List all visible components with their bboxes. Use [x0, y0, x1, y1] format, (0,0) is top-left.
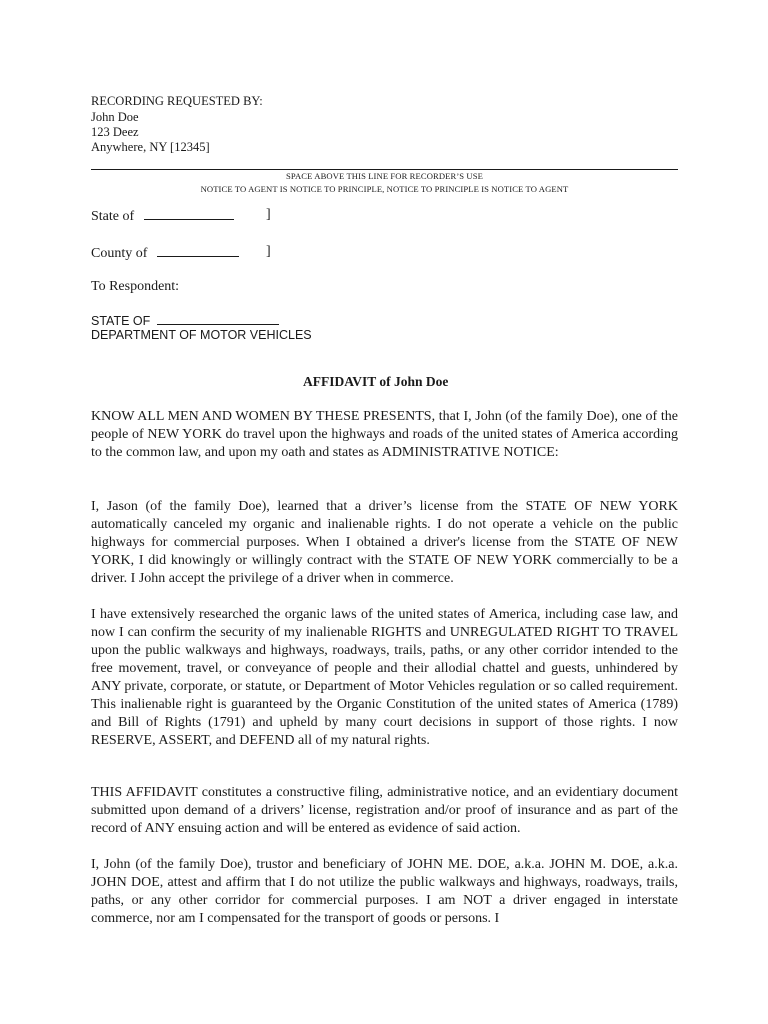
respondent-state-blank [157, 313, 279, 325]
recording-requested-label: RECORDING REQUESTED BY: [91, 94, 263, 108]
affidavit-title: AFFIDAVIT of John Doe [303, 374, 449, 389]
respondent-state-label: STATE OF [91, 314, 151, 328]
to-respondent: To Respondent: [91, 279, 180, 294]
state-of-label: State of [91, 209, 135, 224]
paragraph-organic-laws: I have extensively researched the organic laws of the united states of America, including case law, and now I can confirm the security of my inalienable RIGHTS and UNREGULATED RIGHT TO TRAVEL upon the public walkways and highways, roadways, trails, paths, or any other corridor intended to the free movement, travel, or conveyance of people and their allodial chattel and guests, unhindered by ANY private, corporate, or statute, or Department of Motor Vehicles regulation or so called requirement. This inalienable right is guaranteed by the Organic Constitution of the united states of America (1789) and Bill of Rights (1791) and upheld by many court decisions in support of those rights. I now RESERVE, ASSERT, and DEFEND all of my natural rights. [91, 607, 678, 748]
county-of-line [91, 244, 239, 262]
state-blank [144, 207, 234, 220]
respondent-department: DEPARTMENT OF MOTOR VEHICLES [91, 328, 312, 342]
requester-street: 123 Deez [91, 125, 139, 139]
requester-name: John Doe [91, 110, 139, 124]
county-of-label: County of [91, 246, 148, 261]
paragraph-know-all-men: KNOW ALL MEN AND WOMEN BY THESE PRESENTS, that I, John (of the family Doe), one of the people of NEW YORK do travel upon the highways and roads of the united states of America according to the common law, and upon my oath and states as ADMINISTRATIVE NOTICE: [91, 409, 678, 460]
county-blank [157, 244, 239, 257]
agent-notice: NOTICE TO AGENT IS NOTICE TO PRINCIPLE, NOTICE TO PRINCIPLE IS NOTICE TO AGENT [200, 184, 569, 194]
recorder-space-note: SPACE ABOVE THIS LINE FOR RECORDER’S USE [286, 171, 483, 181]
respondent-state-line [91, 313, 279, 328]
county-bracket: ] [266, 244, 271, 259]
requester-city: Anywhere, NY [12345] [91, 140, 210, 154]
recorder-divider [91, 169, 678, 170]
paragraph-constructive-filing: THIS AFFIDAVIT constitutes a constructive filing, administrative notice, and an evidentiary document submitted upon demand of a drivers’ license, registration and/or proof of insurance and as part of the record of ANY ensuing action and will be entered as evidence of said action. [91, 785, 678, 836]
state-of-line [91, 207, 234, 225]
state-bracket: ] [266, 207, 271, 222]
paragraph-drivers-license: I, Jason (of the family Doe), learned that a driver’s license from the STATE OF NEW YORK automatically canceled my organic and inalienable rights. I do not operate a vehicle on the public highways for commercial purposes. When I obtained a driver's license from the STATE OF NEW YORK, I did knowingly or willingly contract with the STATE OF NEW YORK commercially to be a driver. I John accept the privilege of a driver when in commerce. [91, 499, 678, 586]
paragraph-trustor: I, John (of the family Doe), trustor and beneficiary of JOHN ME. DOE, a.k.a. JOHN M. DOE, a.k.a. JOHN DOE, attest and affirm that I do not utilize the public walkways and highways, roadways, trails, paths, or any other corridor for commercial purposes. I am NOT a driver engaged in interstate commerce, nor am I compensated for the transport of goods or persons. I [91, 857, 678, 926]
